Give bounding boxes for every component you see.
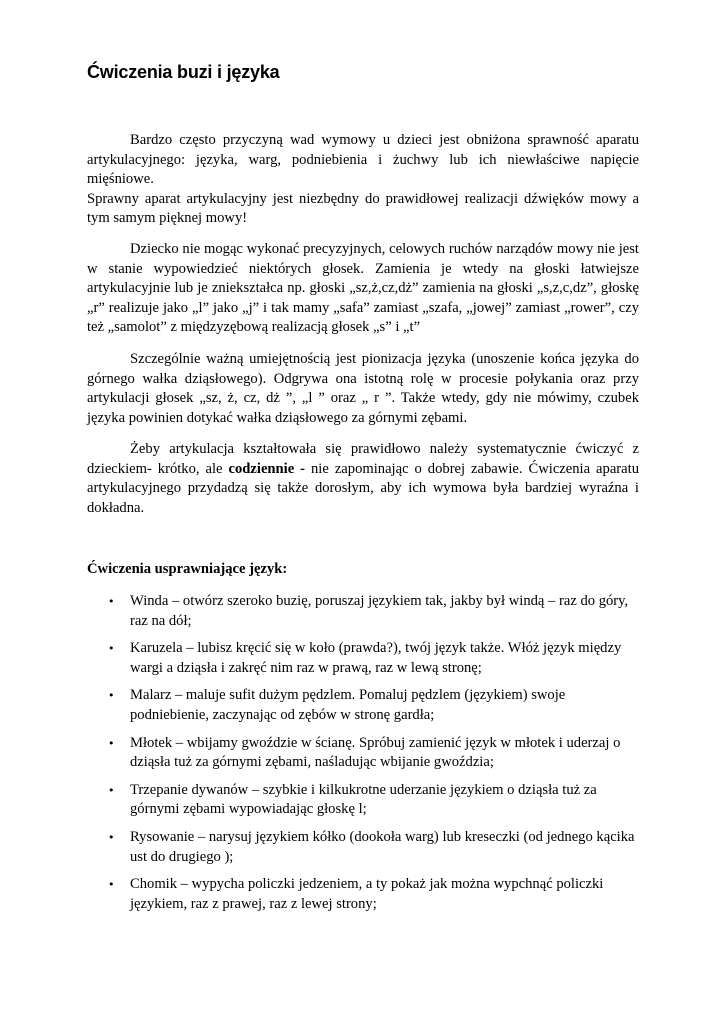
intro-text: Bardzo często przyczyną wad wymowy u dzieci jest obniżona sprawność aparatu artykulacyjnego: języka, warg, podniebienia i żuchwy lub ich niewłaściwe napięcie mięśniowe.: [87, 132, 639, 188]
paragraph-substitutions: [87, 240, 639, 338]
list-item: [87, 828, 647, 867]
list-item-text: Trzepanie dywanów – szybkie i kilkukrotne uderzanie językiem o dziąsła tuż za górnymi zębami wypowiadając głoskę l;: [130, 781, 597, 818]
intro-text-continued: Sprawny aparat artykulacyjny jest niezbędny do prawidłowej realizacji dźwięków mowy a tym samym pięknej mowy!: [87, 190, 639, 227]
paragraph-tongue-elevation: [87, 350, 639, 428]
bullet-icon: •: [108, 642, 115, 656]
list-item-text: Młotek – wbijamy gwoździe w ścianę. Spróbuj zamienić język w młotek i uderzaj o dziąsła tuż za górnymi zębami, naśladując wbijanie gwoździa;: [130, 734, 621, 771]
list-item: [87, 734, 647, 773]
paragraph-text-end: nie zapominając o dobrej zabawie. Ćwiczenia aparatu artykulacyjnego przydadzą się także dorosłym, aby ich wymowa była bardziej wyraźna i dokładna.: [87, 460, 639, 516]
emphasis-daily: codziennie -: [228, 460, 306, 477]
bullet-icon: •: [108, 736, 115, 750]
paragraph-daily-practice: [87, 440, 639, 518]
list-item: [87, 781, 647, 820]
list-item-text: Karuzela – lubisz kręcić się w koło (prawda?), twój język także. Włóż język między wargi a dziąsła i zakręć nim raz w prawą, raz w lewą stronę;: [130, 640, 622, 676]
paragraph-text: Szczególnie ważną umiejętnością jest pionizacja języka (unoszenie końca języka do górnego wałka dziąsłowego). Odgrywa ona istotną rolę w procesie połykania oraz przy artykulacji głosek „sz, ż, cz, dż ”, „l ” oraz „ r ”. Także wtedy, gdy nie mówimy, czubek języka powinien dotykać wałka dziąsłowego za górnymi zębami.: [87, 351, 639, 426]
exercise-list: [87, 592, 647, 922]
list-item: [87, 592, 647, 631]
bullet-icon: •: [108, 689, 115, 703]
list-item-text: Malarz – maluje sufit dużym pędzlem. Pomaluj pędzlem (językiem) swoje podniebienie, zaczynając od zębów w stronę gardła;: [130, 687, 566, 723]
bullet-icon: •: [108, 595, 115, 608]
bullet-icon: •: [108, 830, 115, 844]
page-title: Ćwiczenia buzi i języka: [87, 62, 280, 82]
paragraph-text: Dziecko nie mogąc wykonać precyzyjnych, celowych ruchów narządów mowy nie jest w stanie wypowiedzieć niektórych głosek. Zamienia je wtedy na głoski łatwiejsze artykulacyjnie lub je zniekształca np. głoski „sz,ż,cz,dż” zamienia na głoski „s,z,c,dz”, głoskę „r” realizuje jako „l” jako „j” i tak mamy „safa” zamiast „szafa, „jowej” zamiast „rower”, czy też „samolot” z międzyzębową realizacją głosek „s” i „t”: [87, 241, 639, 336]
list-item: [87, 875, 647, 914]
list-item-text: Rysowanie – narysuj językiem kółko (dookoła warg) lub kreseczki (od jednego kącika ust do drugiego );: [130, 828, 635, 865]
list-item: [87, 686, 647, 725]
paragraph-text: [87, 440, 639, 518]
paragraph-text-start: Żeby artykulacja kształtowała się prawidłowo należy systematycznie ćwiczyć z dzieckiem- krótko, ale: [87, 441, 639, 477]
intro-paragraph: [87, 131, 639, 229]
bullet-icon: •: [108, 878, 115, 892]
section-title: Ćwiczenia usprawniające język:: [87, 561, 288, 577]
list-item: [87, 639, 647, 678]
bullet-icon: •: [108, 783, 115, 797]
list-item-text: Winda – otwórz szeroko buzię, poruszaj językiem tak, jakby był windą – raz do góry, raz na dół;: [130, 593, 629, 629]
list-item-text: Chomik – wypycha policzki jedzeniem, a ty pokaż jak można wypchnąć policzki językiem, raz z prawej, raz z lewej strony;: [130, 876, 604, 912]
